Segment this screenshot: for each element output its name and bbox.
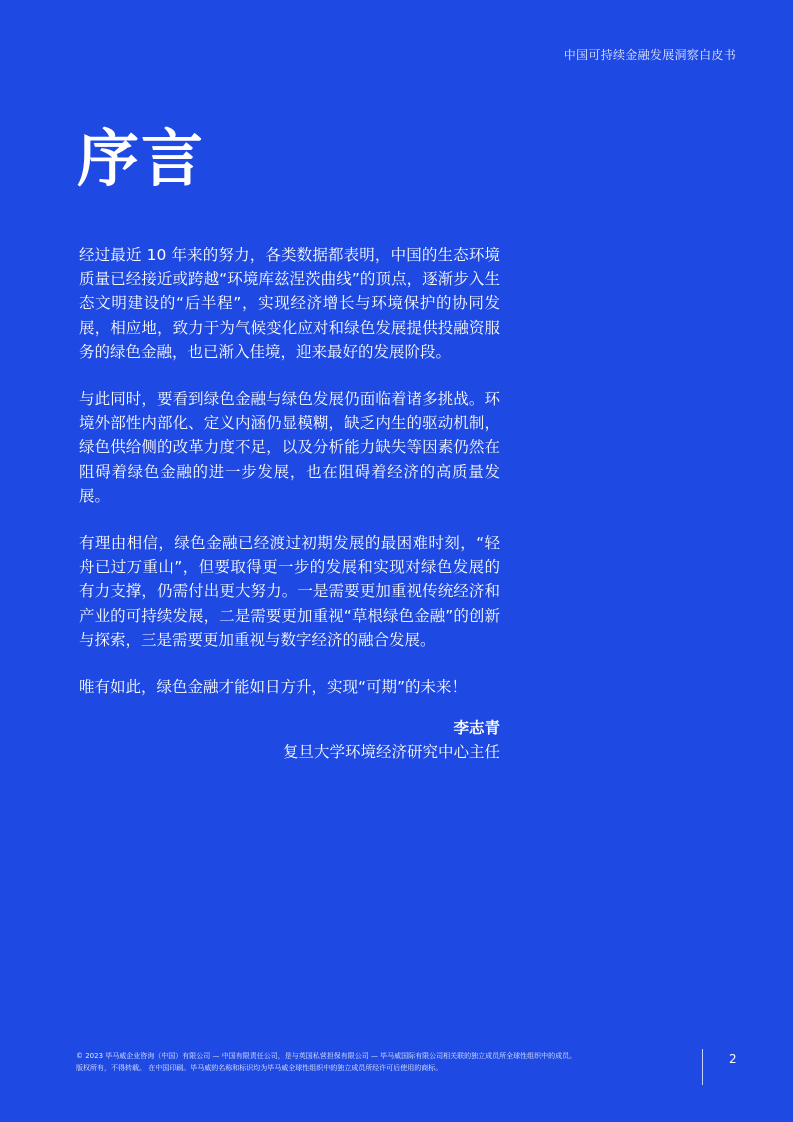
page-number: 2 (729, 1052, 737, 1066)
signature-name: 李志青 (453, 719, 500, 738)
footer-copyright-line: © 2023 毕马威企业咨询（中国）有限公司 — 中国有限责任公司，是与英国私营担保有限公司 — 毕马威国际有限公司相关联的独立成员所全球性组织中的成员。 (76, 1052, 577, 1060)
signature-title: 复旦大学环境经济研究中心主任 (282, 743, 500, 762)
page-title: 序言 (77, 122, 206, 195)
paragraph-1: 经过最近 10 年来的努力，各类数据都表明，中国的生态环境质量已经接近或跨越“环境库兹涅茨曲线”的顶点，逐渐步入生态文明建设的“后半程”，实现经济增长与环境保护的协同发展，相应地，致力于为气候变化应对和绿色发展提供投融资服务的绿色金融，也已渐入佳境，迎来最好的发展阶段。 (79, 246, 500, 361)
footer-legal-notice (76, 1050, 686, 1074)
footer-rights-line: 版权所有，不得转载。 在中国印刷。毕马威的名称和标识均为毕马威全球性组织中的独立成员所经许可后使用的商标。 (76, 1064, 443, 1072)
paragraph-4: 唯有如此，绿色金融才能如日方升，实现“可期”的未来！ (79, 678, 468, 697)
paragraph-3: 有理由相信，绿色金融已经渡过初期发展的最困难时刻，“轻舟已过万重山”，但要取得更一步的发展和实现对绿色发展的有力支撑，仍需付出更大努力。一是需要更加重视传统经济和产业的可持续发展，二是需要更加重视“草根绿色金融”的创新与探索，三是需要更加重视与数字经济的融合发展。 (79, 534, 500, 649)
paragraph-2: 与此同时，要看到绿色金融与绿色发展仍面临着诸多挑战。环境外部性内部化、定义内涵仍显模糊，缺乏内生的驱动机制，绿色供给侧的改革力度不足，以及分析能力缺失等因素仍然在阻碍着绿色金融的进一步发展，也在阻碍着经济的高质量发展。 (79, 390, 500, 505)
footer-divider (702, 1049, 703, 1085)
document-header-title: 中国可持续金融发展洞察白皮书 (563, 48, 736, 62)
preface-body (79, 243, 500, 764)
signature-block (79, 716, 500, 764)
